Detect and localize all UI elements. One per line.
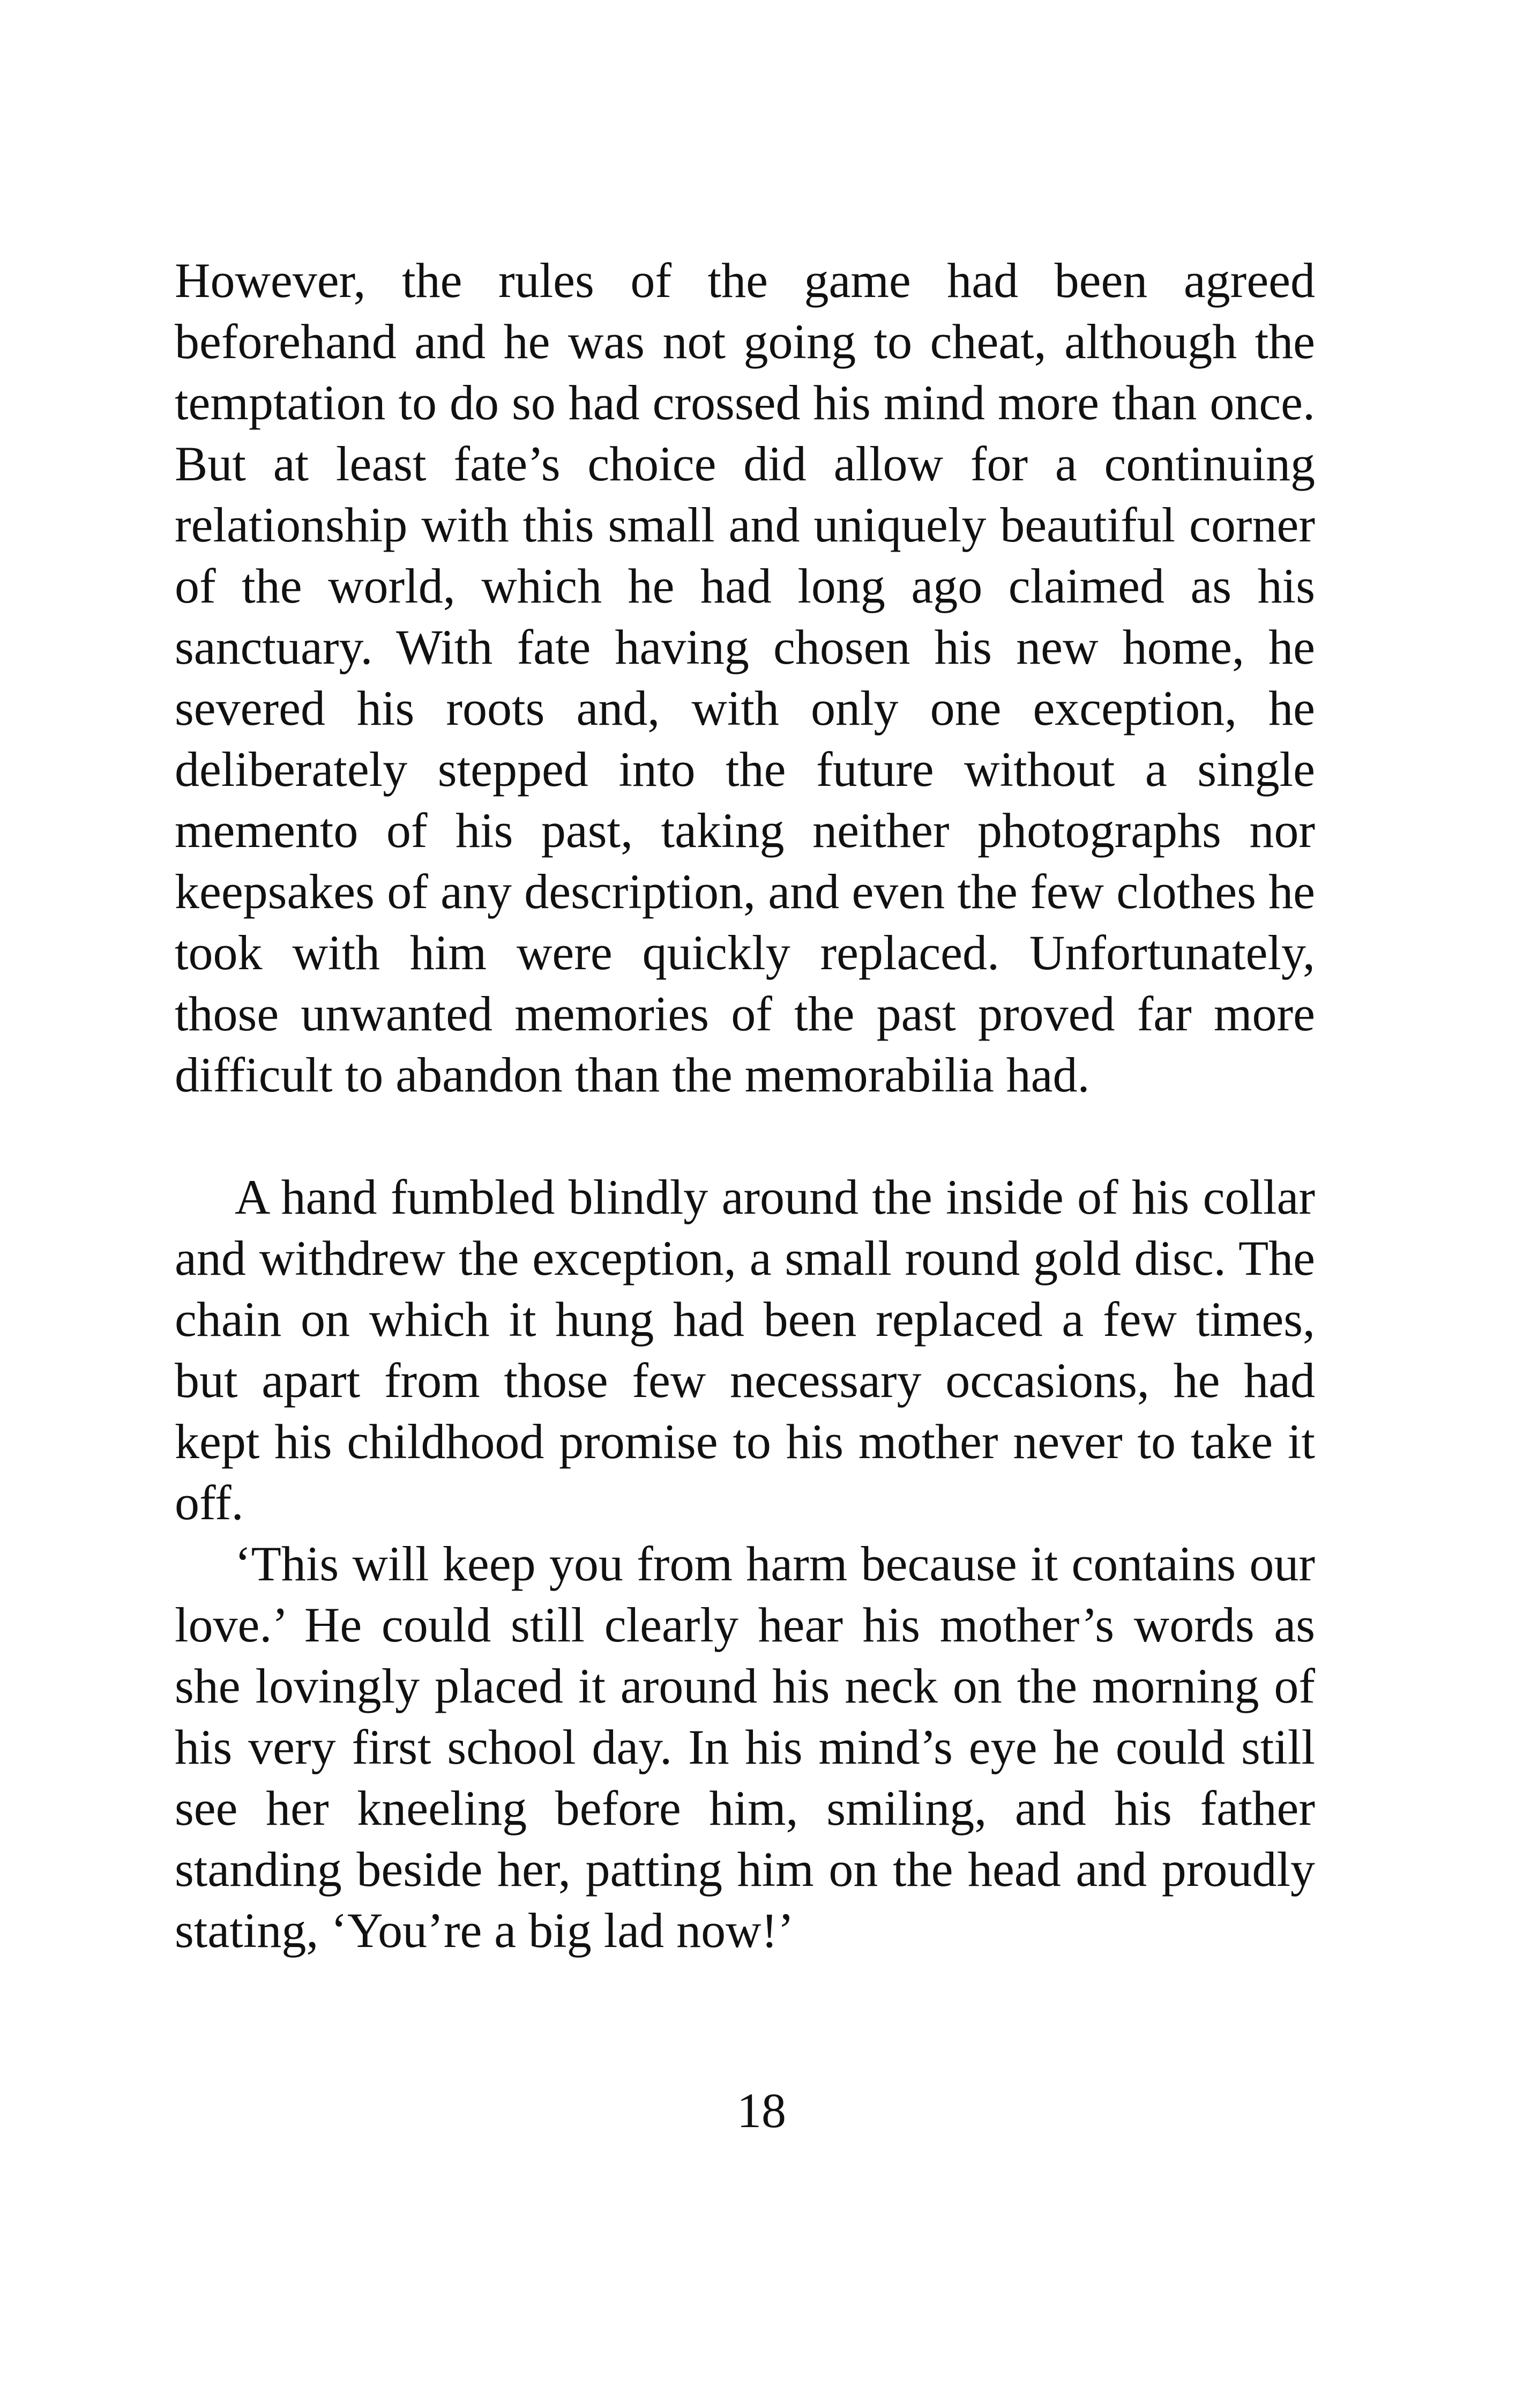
page-number: 18 bbox=[737, 2083, 786, 2138]
paragraph-2: A hand fumbled blindly around the inside of his collar and withdrew the exception, a small round gold disc. The chain on which it hung had been replaced a few times, but apart from those few necessary occasions, he had kept his childhood promise to his mother never to take it off. bbox=[175, 1170, 1315, 1530]
paragraph-1: However, the rules of the game had been agreed beforehand and he was not going to cheat, although the temptation to do so had crossed his mind more than once. But at least fate’s choice did allow for a continuing relationship with this small and uniquely beautiful corner of the world, which he had long ago claimed as his sanctuary. With fate having chosen his new home, he severed his roots and, with only one exception, he deliberately stepped into the future without a single memento of his past, taking neither photographs nor keepsakes of any description, and even the few clothes he took with him were quickly replaced. Unfortunately, those unwanted memories of the past proved far more difficult to abandon than the memorabilia had. bbox=[175, 253, 1315, 1102]
body-text bbox=[175, 250, 1315, 1961]
paragraph-3: ‘This will keep you from harm because it contains our love.’ He could still clearly hear his mother’s words as she lovingly placed it around his neck on the morning of his very first school day. In his mind’s eye he could still see her kneeling before him, smiling, and his father standing beside her, patting him on the head and proudly stating, ‘You’re a big lad now!’ bbox=[175, 1536, 1315, 1958]
